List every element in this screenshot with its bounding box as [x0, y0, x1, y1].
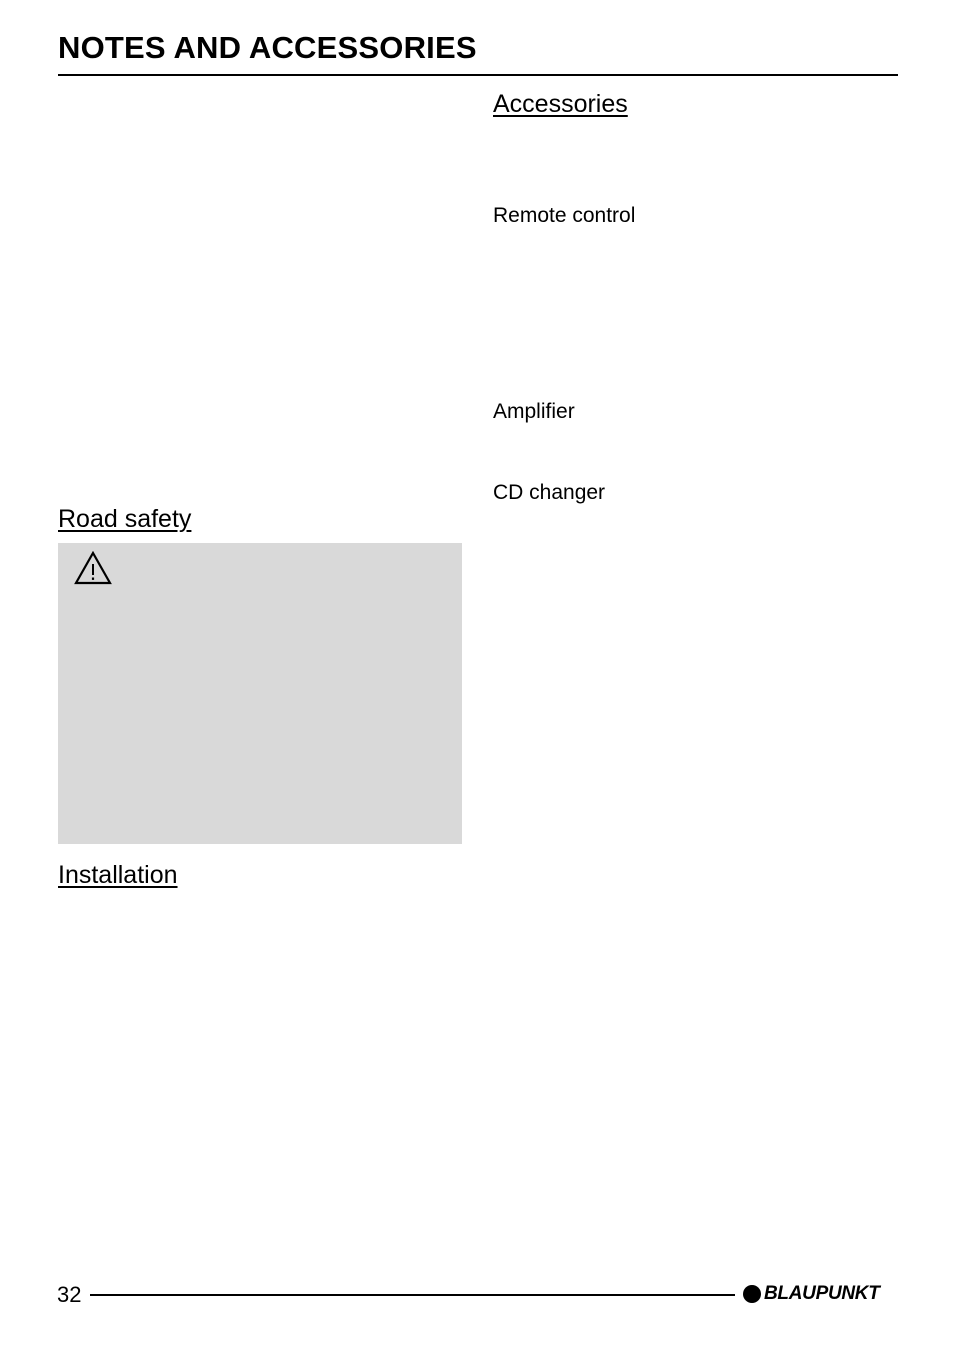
installation-heading: Installation — [58, 861, 178, 889]
warning-triangle-icon — [74, 551, 112, 585]
page-number: 32 — [57, 1282, 82, 1307]
road-safety-heading: Road safety — [58, 505, 192, 533]
warning-box — [58, 543, 462, 844]
brand-name: BLAUPUNKT — [764, 1283, 880, 1304]
brand-logo — [743, 1281, 880, 1307]
remote-control-heading: Remote control — [493, 204, 636, 227]
page-title: NOTES AND ACCESSORIES — [58, 30, 477, 65]
title-rule — [58, 74, 898, 76]
amplifier-heading: Amplifier — [493, 400, 575, 423]
accessories-heading: Accessories — [493, 90, 628, 118]
brand-dot-icon — [743, 1285, 761, 1303]
footer-rule — [90, 1294, 735, 1296]
cd-changer-heading: CD changer — [493, 481, 606, 504]
